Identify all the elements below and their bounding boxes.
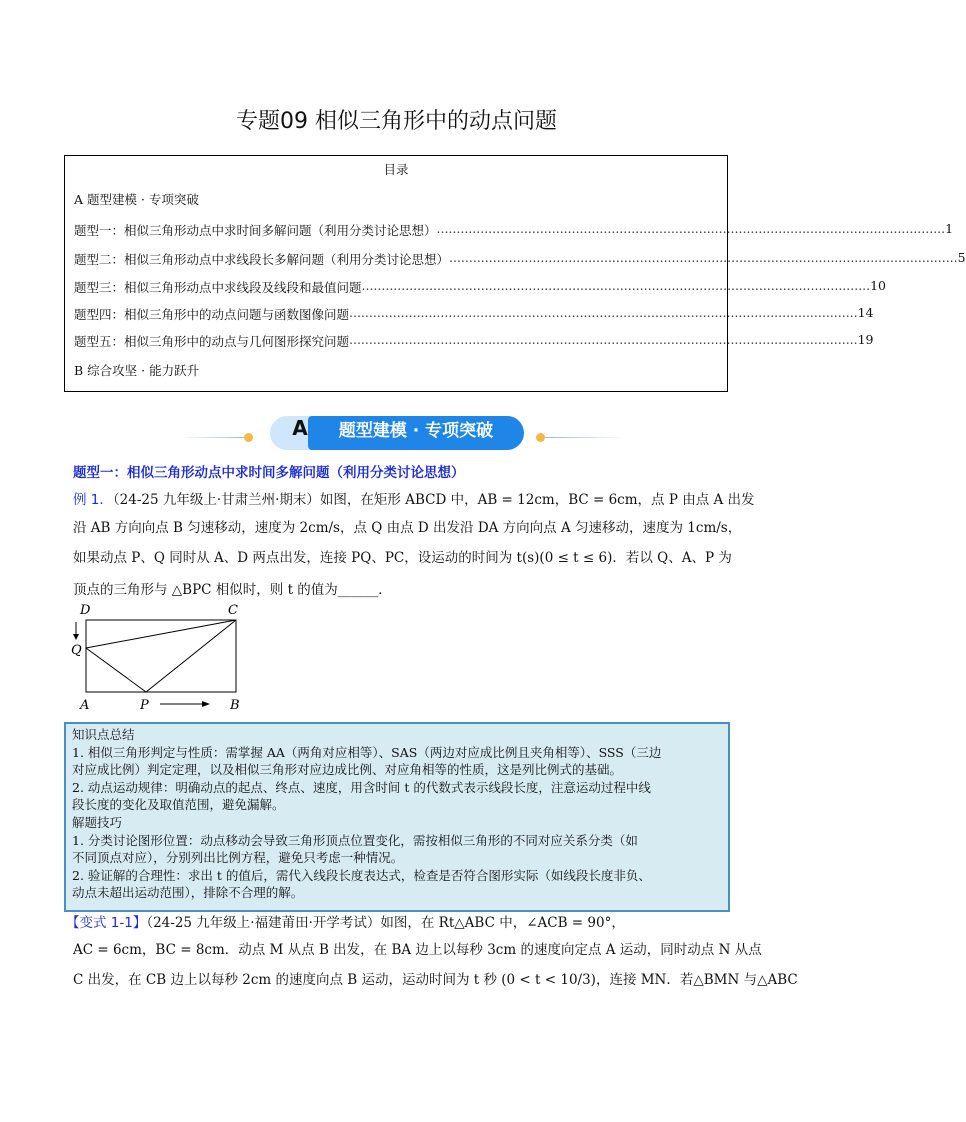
knowledge-line: 1. 相似三角形判定与性质：需掌握 AA（两角对应相等）、SAS（两边对应成比例且夹角相等）、SSS（三边	[72, 744, 662, 760]
toc-item-label: 题型五：相似三角形中的动点与几何图形探究问题	[74, 334, 350, 349]
variant-line	[66, 911, 625, 931]
label-b: B	[230, 698, 240, 713]
toc-item-page: 19	[857, 332, 874, 347]
page-title: 专题09 相似三角形中的动点问题	[236, 109, 557, 134]
knowledge-line: 解题技巧	[72, 814, 123, 830]
segment-qp	[86, 648, 146, 692]
knowledge-line: 1. 分类讨论图形位置：动点移动会导致三角形顶点位置变化，需按相似三角形的不同对应关系分类（如	[72, 832, 638, 848]
segment-qc	[86, 620, 236, 648]
label-d: D	[80, 603, 91, 618]
toc-section-b: B 综合攻坚 · 能力跃升	[74, 363, 200, 378]
variant-line: C 出发，在 CB 边上以每秒 2cm 的速度向点 B 运动，运动时间为 t 秒 (0 < t < 10/3)，连接 MN．若△BMN 与△ABC	[73, 972, 798, 988]
toc-item[interactable]: 题型一：相似三角形动点中求时间多解问题（利用分类讨论思想） ................................................................................................................................ 1	[74, 221, 954, 238]
section-banner	[270, 416, 524, 450]
label-c: C	[228, 603, 238, 618]
knowledge-line: 知识点总结	[72, 727, 135, 742]
banner-line-right	[545, 437, 625, 438]
toc-section-a: A 题型建模 · 专项突破	[74, 192, 199, 207]
label-p: P	[140, 698, 149, 713]
banner-text: 题型建模 · 专项突破	[308, 416, 524, 450]
rectangle-abcd	[86, 620, 236, 692]
toc-item-label: 题型三：相似三角形动点中求线段及线段和最值问题	[74, 280, 362, 295]
toc-item-label: 题型四：相似三角形中的动点问题与函数图像问题	[74, 307, 350, 322]
variant-text: （24-25 九年级上·福建莆田·开学考试）如图，在 Rt△ABC 中，∠ACB = 90°，	[146, 915, 625, 931]
variant-line: AC = 6cm，BC = 8cm．动点 M 从点 B 出发，在 BA 边上以每秒 3cm 的速度向定点 A 运动，同时动点 N 从点	[73, 942, 762, 958]
knowledge-line: 段长度的变化及取值范围，避免漏解。	[72, 797, 285, 813]
example1-line	[73, 488, 755, 508]
example1-line: 如果动点 P、Q 同时从 A、D 两点出发，连接 PQ、PC，设运动的时间为 t(s)(0 ≤ t ≤ 6)．若以 Q、A、P 为	[73, 550, 732, 566]
variant-label: 【变式 1-1】	[66, 915, 147, 931]
toc-item[interactable]: 题型四：相似三角形中的动点问题与函数图像问题 ................................................................................................................................ 14	[74, 305, 874, 322]
banner-dot-left	[244, 433, 253, 442]
banner-letter: A	[270, 416, 330, 450]
knowledge-line: 2. 动点运动规律：明确动点的起点、终点、速度，用含时间 t 的代数式表示线段长度，注意运动过程中线	[72, 779, 651, 795]
knowledge-line: 对应成比例）判定定理，以及相似三角形对应边成比例、对应角相等的性质，这是列比例式的基础。	[72, 762, 623, 778]
toc-heading: 目录	[383, 162, 409, 177]
table-of-contents	[64, 155, 966, 392]
knowledge-summary-box	[64, 722, 730, 912]
label-q: Q	[71, 643, 82, 658]
example1-line: 沿 AB 方向向点 B 匀速移动，速度为 2cm/s，点 Q 由点 D 出发沿 DA 方向向点 A 匀速移动，速度为 1cm/s，	[73, 520, 742, 536]
knowledge-line: 动点未超出运动范围），排除不合理的解。	[72, 885, 304, 901]
example1-line: 顶点的三角形与 △BPC 相似时，则 t 的值为______．	[73, 582, 392, 598]
rectangle-figure	[70, 598, 250, 714]
toc-item[interactable]: 题型五：相似三角形中的动点与几何图形探究问题 ................................................................................................................................ 19	[74, 332, 874, 349]
toc-item-page: 10	[870, 278, 887, 293]
knowledge-line: 不同顶点对应），分别列出比例方程，避免只考虑一种情况。	[72, 850, 404, 866]
knowledge-line: 2. 验证解的合理性：求出 t 的值后，需代入线段长度表达式，检查是否符合图形实际（如线段长度非负、	[72, 867, 651, 883]
toc-item-label: 题型一：相似三角形动点中求时间多解问题（利用分类讨论思想）	[74, 223, 437, 238]
toc-item-label: 题型二：相似三角形动点中求线段长多解问题（利用分类讨论思想）	[74, 252, 450, 267]
banner-line-left	[180, 437, 250, 438]
toc-item-page: 14	[857, 305, 874, 320]
example1-text: （24-25 九年级上·甘肃兰州·期末）如图，在矩形 ABCD 中，AB = 12cm，BC = 6cm，点 P 由点 A 出发	[112, 492, 755, 508]
type1-heading: 题型一：相似三角形动点中求时间多解问题（利用分类讨论思想）	[73, 465, 465, 481]
toc-item-page: 1	[945, 221, 954, 236]
toc-item[interactable]: 题型二：相似三角形动点中求线段长多解问题（利用分类讨论思想） ................................................................................................................................ 5	[74, 250, 966, 267]
label-a: A	[80, 698, 90, 713]
toc-item-page: 5	[957, 250, 966, 265]
segment-pc	[146, 620, 236, 692]
example1-label: 例 1．	[73, 492, 113, 508]
toc-item[interactable]: 题型三：相似三角形动点中求线段及线段和最值问题 ................................................................................................................................ 10	[74, 278, 887, 295]
banner-dot-right	[536, 433, 545, 442]
